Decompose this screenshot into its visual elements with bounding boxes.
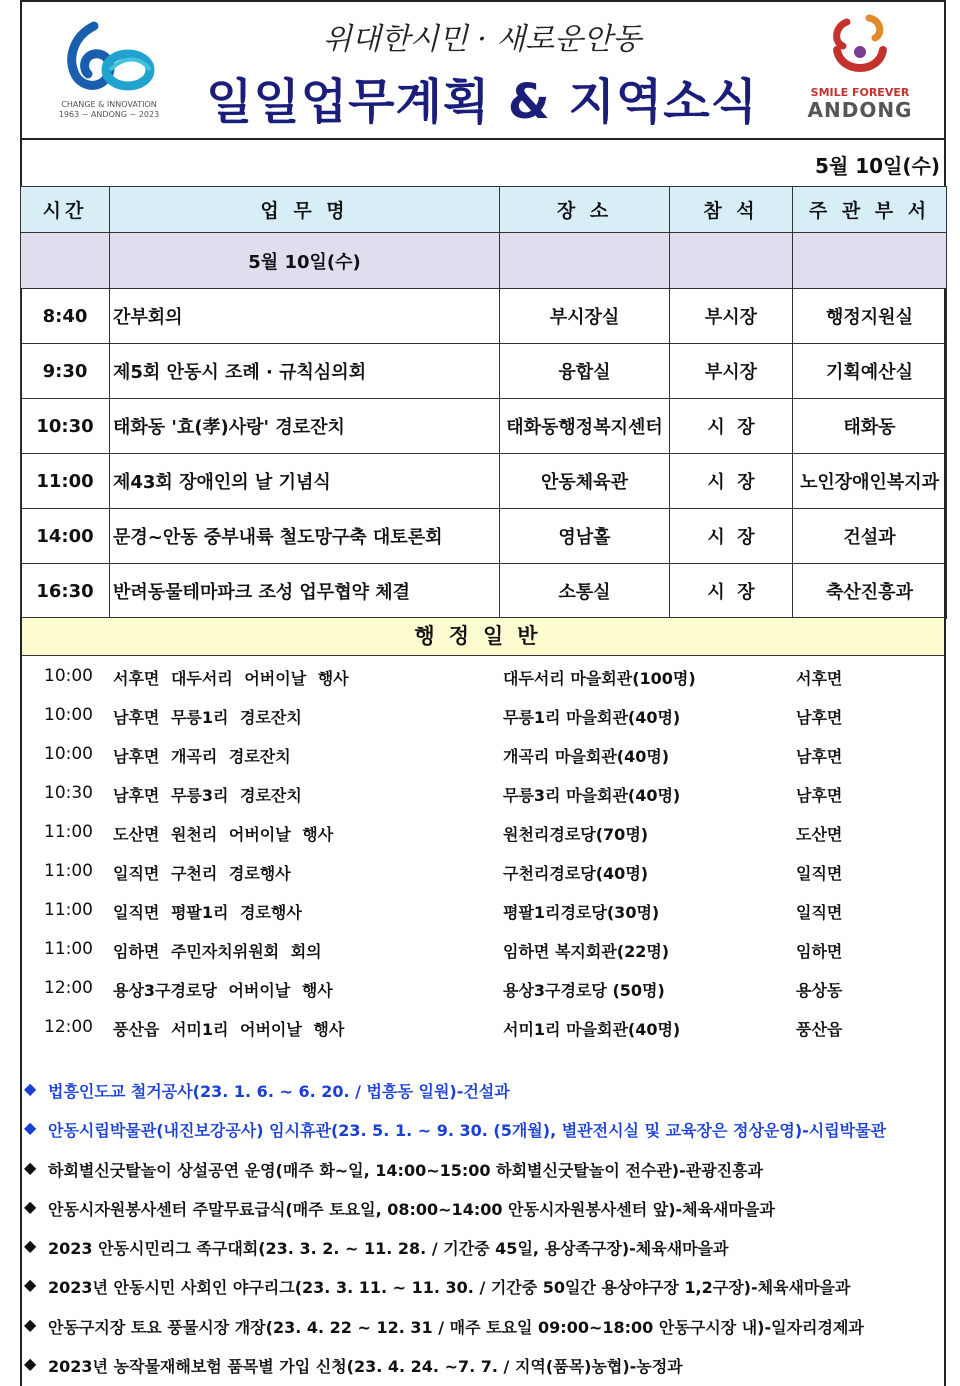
cell-task: 문경~안동 중부내륙 철도망구축 대토론회 bbox=[110, 509, 500, 564]
admin-dept: 도산면 bbox=[796, 825, 843, 844]
diamond-bullet-icon: ◆ bbox=[24, 1314, 37, 1334]
col-header-place: 장 소 bbox=[500, 187, 670, 233]
cell-place: 융합실 bbox=[500, 344, 670, 399]
admin-time: 12:00 bbox=[44, 978, 93, 998]
cell-attend: 시 장 bbox=[670, 564, 793, 619]
cell-attend: 시 장 bbox=[670, 454, 793, 509]
admin-place: 개곡리 마을회관(40명) bbox=[503, 747, 670, 766]
cell-dept: 행정지원실 bbox=[793, 289, 947, 344]
admin-section-title: 행정일반 bbox=[20, 617, 946, 656]
admin-time: 10:00 bbox=[44, 666, 93, 686]
admin-place: 서미1리 마을회관(40명) bbox=[503, 1020, 681, 1039]
admin-place: 구천리경로당(40명) bbox=[503, 864, 649, 883]
admin-task: 풍산읍 서미1리 어버이날 행사 bbox=[113, 1020, 345, 1039]
cell-place: 부시장실 bbox=[500, 289, 670, 344]
list-item bbox=[20, 696, 946, 735]
subheader-empty-cell bbox=[500, 233, 670, 289]
notice-text: 안동시자원봉사센터 주말무료급식(매주 토요일, 08:00~14:00 안동시자원봉사센터 앞)-체육새마을과 bbox=[48, 1199, 775, 1219]
admin-place: 원천리경로당(70명) bbox=[503, 825, 649, 844]
admin-time: 10:00 bbox=[44, 744, 93, 764]
list-item bbox=[20, 774, 946, 813]
notice-text: 2023 안동시민리그 족구대회(23. 3. 2. ~ 11. 28. / 기간중 45일, 용상족구장)-체육새마을과 bbox=[48, 1239, 729, 1259]
document-date: 5월 10일(수) bbox=[815, 154, 940, 178]
list-item bbox=[20, 813, 946, 852]
page-title: 일일업무계획 & 지역소식 bbox=[206, 74, 758, 130]
table-row bbox=[21, 454, 947, 509]
admin-task: 남후면 무릉3리 경로잔치 bbox=[113, 786, 302, 805]
admin-dept: 일직면 bbox=[796, 903, 843, 922]
cell-time: 10:30 bbox=[21, 399, 110, 454]
brand-line-1: SMILE FOREVER bbox=[810, 86, 910, 99]
cell-task: 제43회 장애인의 날 기념식 bbox=[110, 454, 500, 509]
admin-place: 평팔1리경로당(30명) bbox=[503, 903, 660, 922]
diamond-bullet-icon: ◆ bbox=[24, 1157, 37, 1177]
admin-dept: 풍산읍 bbox=[796, 1020, 843, 1039]
document-date-row bbox=[20, 140, 946, 186]
admin-place: 무릉3리 마을회관(40명) bbox=[503, 786, 681, 805]
admin-place: 용상3구경로당 (50명) bbox=[503, 981, 665, 1000]
cell-attend: 부시장 bbox=[670, 344, 793, 399]
slogan: 위대한시민 · 새로운안동 bbox=[322, 22, 642, 57]
cell-time: 8:40 bbox=[21, 289, 110, 344]
col-header-time: 시간 bbox=[21, 187, 110, 233]
notice-text: 하회별신굿탈놀이 상설공연 운영(매주 화~일, 14:00~15:00 하회별신굿탈놀이 전수관)-관광진흥과 bbox=[48, 1160, 763, 1180]
table-row bbox=[21, 399, 947, 454]
subheader-empty-cell bbox=[21, 233, 110, 289]
list-item bbox=[20, 930, 946, 969]
cell-place: 태화동행정복지센터 bbox=[500, 399, 670, 454]
cell-place: 안동체육관 bbox=[500, 454, 670, 509]
schedule-header-row bbox=[21, 187, 947, 233]
schedule-date-subheader bbox=[21, 233, 947, 289]
admin-list bbox=[20, 657, 946, 1047]
admin-dept: 일직면 bbox=[796, 864, 843, 883]
admin-task: 임하면 주민자치위원회 회의 bbox=[113, 942, 322, 961]
diamond-bullet-icon: ◆ bbox=[24, 1118, 37, 1138]
notice-list bbox=[20, 1070, 946, 1384]
notice-item bbox=[20, 1109, 946, 1148]
brand-line-2: ANDONG bbox=[807, 98, 913, 122]
diamond-bullet-icon: ◆ bbox=[24, 1275, 37, 1295]
list-item bbox=[20, 657, 946, 696]
cell-place: 영남홀 bbox=[500, 509, 670, 564]
notice-item bbox=[20, 1070, 946, 1109]
admin-dept: 서후면 bbox=[796, 669, 843, 688]
cell-attend: 부시장 bbox=[670, 289, 793, 344]
notice-item bbox=[20, 1227, 946, 1266]
admin-task: 도산면 원천리 어버이날 행사 bbox=[113, 825, 334, 844]
admin-task: 일직면 구천리 경로행사 bbox=[113, 864, 291, 883]
diamond-bullet-icon: ◆ bbox=[24, 1354, 37, 1374]
logo60-caption-2: 1963 ~ ANDONG ~ 2023 bbox=[58, 110, 160, 119]
document-header bbox=[20, 0, 946, 140]
list-item bbox=[20, 735, 946, 774]
table-row bbox=[21, 564, 947, 619]
cell-place: 소통실 bbox=[500, 564, 670, 619]
notice-item bbox=[20, 1306, 946, 1345]
andong-smile-emblem-icon bbox=[825, 12, 895, 80]
admin-time: 11:00 bbox=[44, 900, 93, 920]
admin-time: 10:30 bbox=[44, 783, 93, 803]
notice-item bbox=[20, 1188, 946, 1227]
list-item bbox=[20, 969, 946, 1008]
cell-time: 14:00 bbox=[21, 509, 110, 564]
admin-time: 11:00 bbox=[44, 939, 93, 959]
table-row bbox=[21, 509, 947, 564]
admin-place: 무릉1리 마을회관(40명) bbox=[503, 708, 681, 727]
subheader-date: 5월 10일(수) bbox=[110, 233, 500, 289]
admin-time: 12:00 bbox=[44, 1017, 93, 1037]
logo-60-emblem-icon bbox=[54, 16, 164, 100]
admin-time: 11:00 bbox=[44, 822, 93, 842]
admin-task: 남후면 개곡리 경로잔치 bbox=[113, 747, 291, 766]
notice-text: 2023년 농작물재해보험 품목별 가입 신청(23. 4. 24. ~7. 7. / 지역(품목)농협)-농정과 bbox=[48, 1357, 683, 1377]
table-row bbox=[21, 344, 947, 399]
diamond-bullet-icon: ◆ bbox=[24, 1196, 37, 1216]
cell-dept: 노인장애인복지과 bbox=[793, 454, 947, 509]
admin-task: 일직면 평팔1리 경로행사 bbox=[113, 903, 302, 922]
cell-time: 11:00 bbox=[21, 454, 110, 509]
notice-text: 안동시립박물관(내진보강공사) 임시휴관(23. 5. 1. ~ 9. 30. (5개월), 별관전시실 및 교육장은 정상운영)-시립박물관 bbox=[48, 1121, 887, 1141]
admin-dept: 남후면 bbox=[796, 747, 843, 766]
admin-dept: 용상동 bbox=[796, 981, 843, 1000]
cell-dept: 축산진흥과 bbox=[793, 564, 947, 619]
admin-dept: 남후면 bbox=[796, 708, 843, 727]
notice-text: 안동구지장 토요 풍물시장 개장(23. 4. 22 ~ 12. 31 / 매주 토요일 09:00~18:00 안동구시장 내)-일자리경제과 bbox=[48, 1317, 864, 1337]
schedule-table bbox=[20, 186, 947, 619]
cell-time: 9:30 bbox=[21, 344, 110, 399]
admin-task: 남후면 무릉1리 경로잔치 bbox=[113, 708, 302, 727]
admin-time: 11:00 bbox=[44, 861, 93, 881]
admin-task: 용상3구경로당 어버이날 행사 bbox=[113, 981, 333, 1000]
diamond-bullet-icon: ◆ bbox=[24, 1236, 37, 1256]
col-header-task: 업 무 명 bbox=[110, 187, 500, 233]
admin-dept: 임하면 bbox=[796, 942, 843, 961]
notice-item bbox=[20, 1149, 946, 1188]
table-row bbox=[21, 289, 947, 344]
logo60-caption-1: CHANGE & INNOVATION bbox=[61, 100, 157, 109]
cell-task: 제5회 안동시 조례 · 규칙심의회 bbox=[110, 344, 500, 399]
col-header-dept: 주 관 부 서 bbox=[793, 187, 947, 233]
cell-dept: 태화동 bbox=[793, 399, 947, 454]
subheader-empty-cell bbox=[670, 233, 793, 289]
cell-attend: 시 장 bbox=[670, 399, 793, 454]
cell-dept: 기획예산실 bbox=[793, 344, 947, 399]
list-item bbox=[20, 891, 946, 930]
diamond-bullet-icon: ◆ bbox=[24, 1079, 37, 1098]
col-header-attend: 참 석 bbox=[670, 187, 793, 233]
cell-time: 16:30 bbox=[21, 564, 110, 619]
cell-task: 반려동물테마파크 조성 업무협약 체결 bbox=[110, 564, 500, 619]
list-item bbox=[20, 852, 946, 891]
notice-text: 법흥인도교 철거공사(23. 1. 6. ~ 6. 20. / 법흥동 일원)-건설과 bbox=[48, 1082, 510, 1101]
admin-place: 임하면 복지회관(22명) bbox=[503, 942, 670, 961]
anniversary-60-logo bbox=[54, 16, 164, 126]
cell-dept: 건설과 bbox=[793, 509, 947, 564]
subheader-empty-cell bbox=[793, 233, 947, 289]
cell-task: 태화동 '효(孝)사랑' 경로잔치 bbox=[110, 399, 500, 454]
smile-forever-andong-logo bbox=[800, 12, 920, 132]
notice-item bbox=[20, 1266, 946, 1305]
admin-task: 서후면 대두서리 어버이날 행사 bbox=[113, 669, 349, 688]
admin-time: 10:00 bbox=[44, 705, 93, 725]
notice-item bbox=[20, 1345, 946, 1384]
admin-place: 대두서리 마을회관(100명) bbox=[503, 669, 696, 688]
notice-text: 2023년 안동시민 사회인 야구리그(23. 3. 11. ~ 11. 30. / 기간중 50일간 용상야구장 1,2구장)-체육새마을과 bbox=[48, 1278, 851, 1298]
cell-task: 간부회의 bbox=[110, 289, 500, 344]
admin-dept: 남후면 bbox=[796, 786, 843, 805]
list-item bbox=[20, 1008, 946, 1047]
cell-attend: 시 장 bbox=[670, 509, 793, 564]
